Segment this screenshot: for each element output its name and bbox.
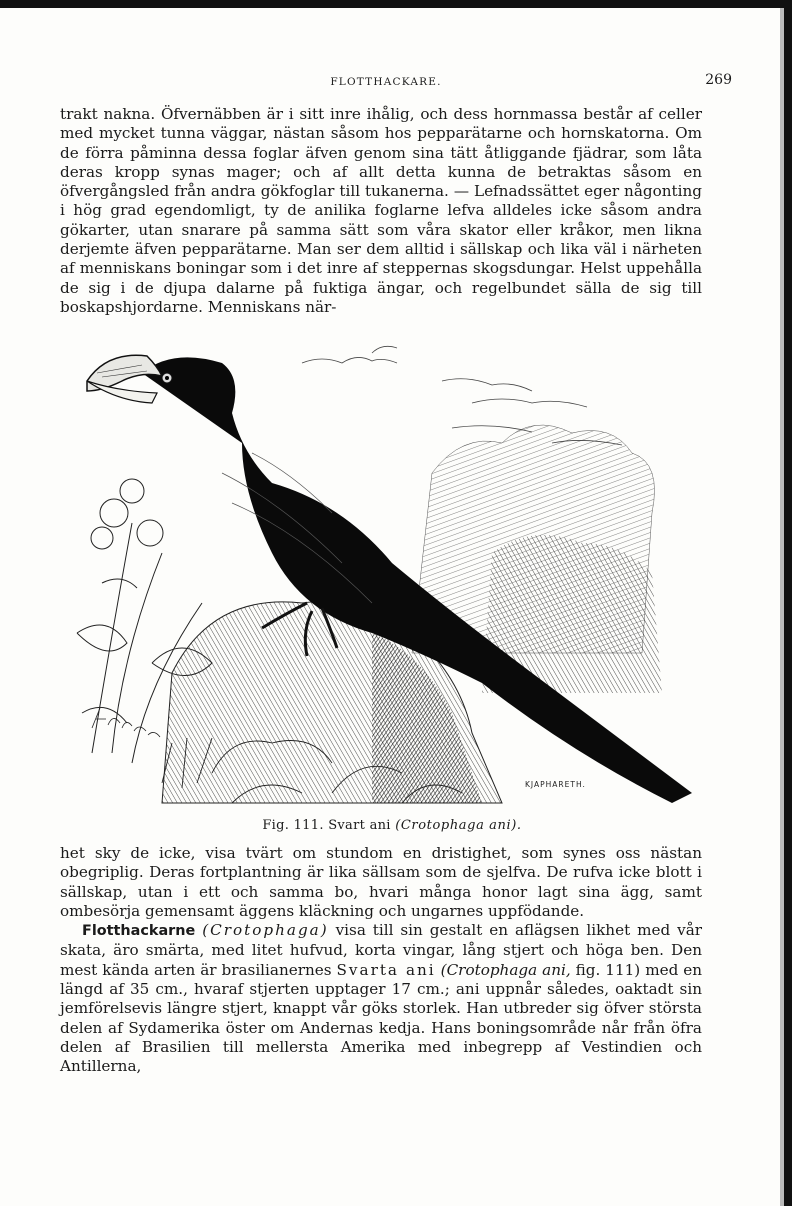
scan-border-right bbox=[784, 0, 792, 1206]
figure-illustration bbox=[72, 333, 712, 815]
paragraph: trakt nakna. Öfvernäbben är i sitt inre ihålig, och dess hornmassa består af celler med mycket tunna väggar, nästan såsom hos pepparätarne och hornskatorna. Om de förra påminna dessa foglar äfven genom sina tätt åtliggande fjädrar, som låta deras kropp synas mager; och af allt detta kunna de betraktas såsom en öfvergångsled från andra gökfoglar till tukanerna. — Lefnadssättet eger någonting i hög grad egendomligt, ty de anilika foglarne lefva alldeles icke såsom andra gökarter, utan snarare på samma sätt som våra skator eller kråkor, men likna derjemte äfven pepparätarne. Man ser dem alltid i sällskap och lika väl i närheten af menniskans boningar som i det inre af steppernas skogsdungar. Helst uppehålla de sig i de djupa dalarne på fuktiga ängar, och regelbundet sälla de sig till boskapshjordarne. Menniskans när- bbox=[60, 105, 702, 316]
page-header bbox=[60, 72, 732, 92]
paragraph-flotthackarne: Flotthackarne (Crotophaga) visa till sin gestalt en aflägsen likhet med vår skata, äro smärta, med litet hufvud, korta vingar, lång stjert och höga ben. Den mest kända arten är brasilianernes Svarta ani (Crotophaga ani, fig. 111) med en längd af 35 cm., hvaraf stjerten upptager 17 cm.; ani uppnår således, oaktadt sin jemförelsevis längre stjert, knappt vår göks storlek. Han utbreder sig öfver största delen af Sydamerika öster om Andernas kedja. Hans boningsområde når från öfra delen af Brasilien till mellersta Amerika med inbegrepp af Vestindien och Antillerna, bbox=[60, 921, 703, 1076]
body-text-top bbox=[60, 105, 702, 317]
engraver-signature: KJAPHARETH. bbox=[525, 780, 586, 789]
figure-label: Fig. 111. bbox=[262, 818, 324, 833]
scan-border-top bbox=[0, 0, 792, 8]
paragraph-continuation: het sky de icke, visa tvärt om stundom en dristighet, som synes oss nästan obegriplig. Deras fortplantning är lika sällsam som de sjelfva. De rufva icke blott i sällskap, utan i ett och samma bo, hvari många honor lagt sina ägg, samt ombesörja gemensamt äggens kläckning och ungarnes uppfödande. bbox=[60, 844, 702, 920]
page-number: 269 bbox=[705, 72, 732, 88]
latin-species: (Crotophaga ani, bbox=[440, 960, 571, 979]
bird-engraving bbox=[72, 333, 712, 815]
running-title: FLOTTHACKARE. bbox=[330, 76, 442, 88]
figure-title: Svart ani bbox=[328, 818, 391, 833]
body-text-bottom bbox=[60, 844, 702, 1077]
latin-genus: (Crotophaga) bbox=[202, 921, 329, 940]
section-heading: Flotthackarne bbox=[82, 923, 196, 940]
figure-latin-name: (Crotophaga ani). bbox=[395, 818, 522, 833]
figure-caption bbox=[72, 818, 712, 833]
species-name: Svarta ani bbox=[336, 960, 436, 979]
